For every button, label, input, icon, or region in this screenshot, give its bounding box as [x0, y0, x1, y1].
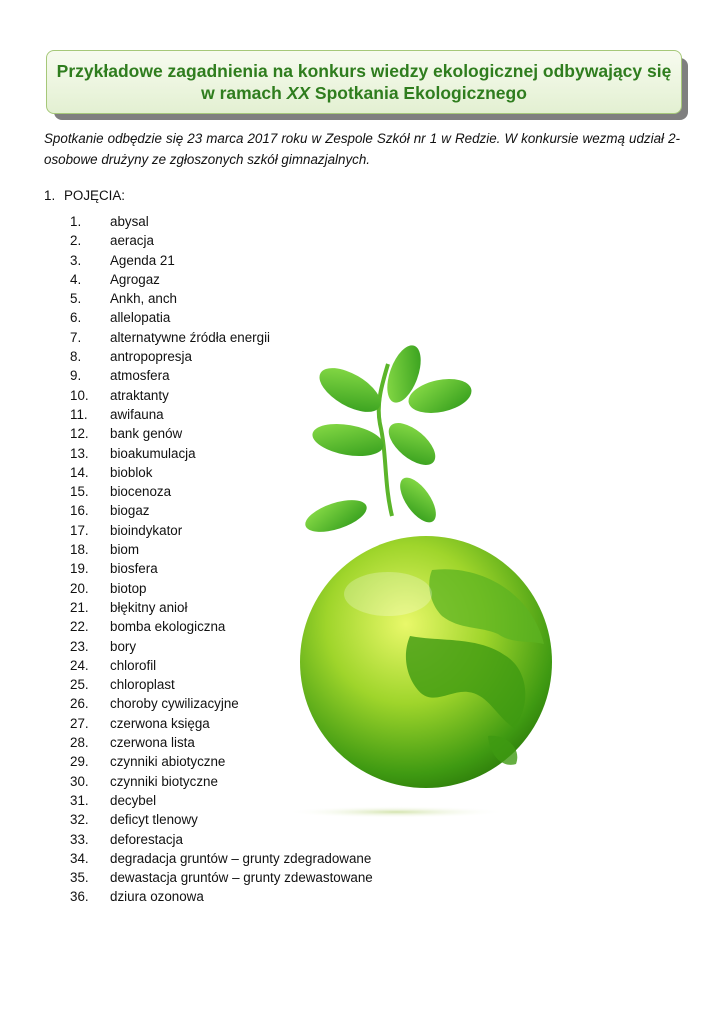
intro-paragraph: Spotkanie odbędzie się 23 marca 2017 roku w Zespole Szkół nr 1 w Redzie. W konkursie wezmą udział 2-osobowe drużyny ze zgłoszonych szkół gimnazjalnych.	[44, 131, 680, 167]
term-text: deforestacja	[110, 831, 183, 847]
term-number: 16.	[70, 503, 89, 519]
banner-box	[46, 50, 682, 114]
leaf-icon	[310, 419, 386, 461]
term-item	[70, 289, 373, 308]
term-number: 12.	[70, 426, 89, 442]
term-text: Agrogaz	[110, 271, 160, 287]
term-text: abysal	[110, 214, 149, 229]
term-text: deficyt tlenowy	[110, 812, 198, 828]
term-number: 23.	[70, 638, 89, 654]
term-number: 13.	[70, 445, 89, 461]
leaf-icon	[302, 494, 371, 539]
term-number: 17.	[70, 522, 89, 538]
term-text: dziura ozonowa	[110, 889, 204, 905]
term-item	[70, 308, 373, 327]
term-text: bory	[110, 638, 137, 654]
term-text: błękitny anioł	[110, 599, 188, 615]
term-text: czerwona księga	[110, 715, 210, 731]
term-text: biotop	[110, 580, 147, 596]
term-number: 33.	[70, 831, 89, 847]
term-item	[70, 212, 373, 231]
term-number: 19.	[70, 561, 89, 577]
term-text: degradacja gruntów – grunty zdegradowane	[110, 850, 372, 866]
term-number: 34.	[70, 850, 89, 866]
term-number: 36.	[70, 889, 89, 905]
title-banner	[46, 50, 682, 114]
term-number: 25.	[70, 677, 89, 693]
term-text: czerwona lista	[110, 735, 195, 751]
leaf-icon	[313, 359, 388, 421]
term-item	[70, 887, 373, 906]
term-text: bioblok	[110, 464, 153, 480]
leaf-icon	[382, 415, 443, 472]
term-number: 35.	[70, 870, 89, 886]
term-number: 4.	[70, 271, 82, 287]
term-number: 20.	[70, 580, 89, 596]
term-text: allelopatia	[110, 310, 171, 326]
term-number: 18.	[70, 542, 89, 558]
term-text: biom	[110, 542, 140, 558]
term-number: 32.	[70, 812, 89, 828]
term-text: bioindykator	[110, 522, 183, 538]
term-number: 28.	[70, 735, 89, 751]
term-number: 6.	[70, 310, 82, 326]
term-text: Agenda 21	[110, 252, 175, 268]
term-text: biocenoza	[110, 484, 172, 500]
term-number: 26.	[70, 696, 89, 712]
term-number: 1.	[70, 214, 82, 229]
term-item	[70, 868, 373, 887]
title-line-1: Przykładowe zagadnienia na konkurs wiedzy ekologicznej odbywający się	[56, 61, 672, 81]
term-text: czynniki biotyczne	[110, 773, 218, 789]
term-number: 30.	[70, 773, 89, 789]
title-line-2-suffix: Spotkania Ekologicznego	[310, 83, 527, 103]
leaf-icon	[393, 472, 442, 528]
term-text: bank genów	[110, 426, 183, 442]
term-number: 21.	[70, 599, 89, 615]
term-item	[70, 251, 373, 270]
term-text: chlorofil	[110, 657, 157, 673]
term-text: bioakumulacja	[110, 445, 196, 461]
term-text: atmosfera	[110, 368, 170, 384]
term-text: biogaz	[110, 503, 150, 519]
term-number: 15.	[70, 484, 89, 500]
section-heading	[44, 188, 125, 203]
term-number: 24.	[70, 657, 89, 673]
term-number: 29.	[70, 754, 89, 770]
term-text: atraktanty	[110, 387, 169, 403]
title-line-2-prefix: w ramach	[201, 83, 287, 103]
term-item	[70, 849, 373, 868]
term-number: 2.	[70, 233, 82, 249]
term-number: 3.	[70, 252, 82, 268]
term-text: choroby cywilizacyjne	[110, 696, 239, 712]
term-number: 27.	[70, 715, 89, 731]
term-number: 8.	[70, 349, 82, 365]
term-number: 22.	[70, 619, 89, 635]
term-text: czynniki abiotyczne	[110, 754, 226, 770]
section-title: POJĘCIA:	[64, 188, 126, 203]
term-number: 9.	[70, 368, 82, 384]
term-item	[70, 270, 373, 289]
section-number: 1.	[44, 188, 56, 203]
term-text: bomba ekologiczna	[110, 619, 226, 635]
term-number: 31.	[70, 792, 89, 808]
term-text: Ankh, anch	[110, 291, 177, 307]
title-edition-number: XX	[286, 83, 311, 103]
term-text: biosfera	[110, 561, 158, 577]
term-item	[70, 231, 373, 250]
globe-highlight	[344, 572, 432, 616]
title-line-2	[201, 82, 527, 104]
term-number: 10.	[70, 387, 89, 403]
term-number: 14.	[70, 464, 89, 480]
term-text: aeracja	[110, 233, 154, 249]
term-number: 11.	[70, 406, 88, 422]
term-number: 5.	[70, 291, 82, 307]
term-number: 7.	[70, 329, 82, 345]
eco-globe-sprout-illustration	[292, 344, 572, 824]
term-text: awifauna	[110, 406, 164, 422]
term-text: dewastacja gruntów – grunty zdewastowane	[110, 870, 373, 886]
ground-shadow	[292, 806, 506, 818]
term-text: decybel	[110, 792, 157, 808]
term-text: alternatywne źródła energii	[110, 329, 271, 345]
term-text: antropopresja	[110, 349, 192, 365]
term-text: chloroplast	[110, 677, 175, 693]
term-item	[70, 830, 373, 849]
